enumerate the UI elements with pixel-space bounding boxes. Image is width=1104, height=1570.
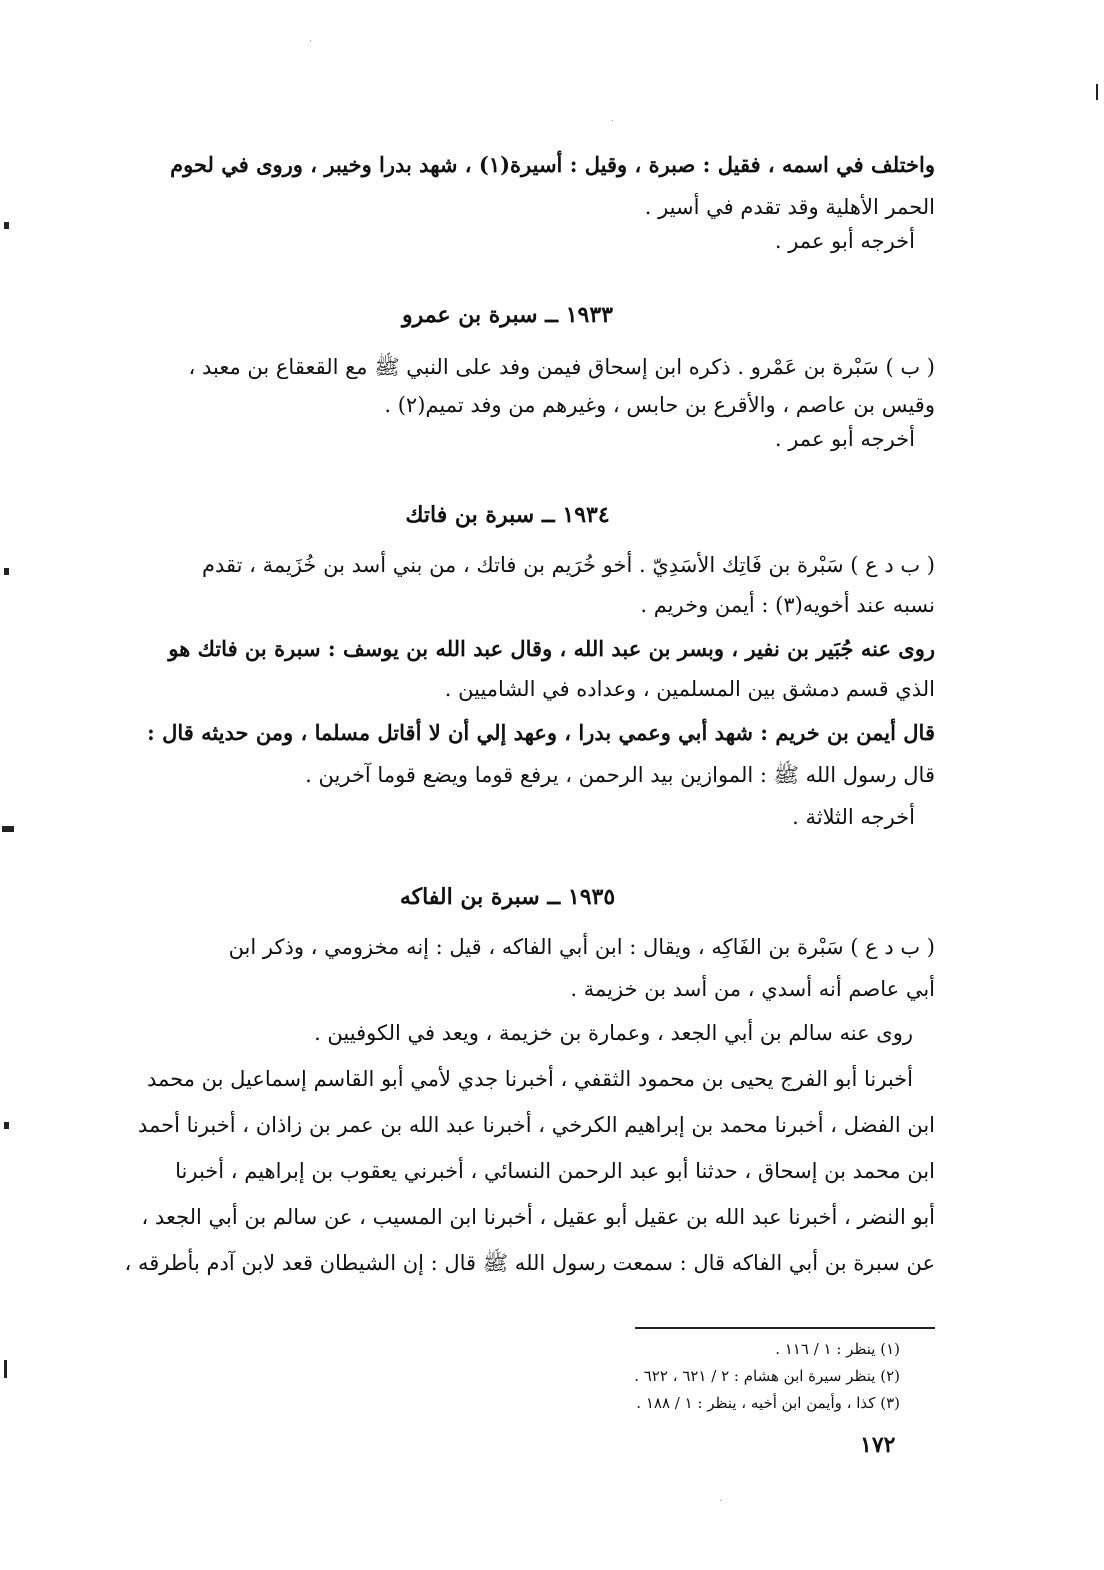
- footnote-divider: [635, 1327, 935, 1329]
- margin-mark: [4, 1360, 7, 1378]
- entry-line: نسبه عند أخويه(٣) : أيمن وخريم .: [640, 593, 935, 617]
- entry-line: قال أيمن بن خريم : شهد أبي وعمي بدرا ، وعهد إلي أن لا أقاتل مسلما ، ومن حديثه قال :: [147, 720, 935, 745]
- entry-1933-heading: ١٩٣٣ ــ سبرة بن عمرو: [401, 302, 613, 328]
- entry-line: روى عنه جُبَير بن نفير ، وبسر بن عبد الله ، وقال عبد الله بن يوسف : سبرة بن فاتك هو: [168, 636, 935, 661]
- entry-line: أبو النضر ، أخبرنا عبد الله بن عقيل أبو عقيل ، أخبرنا ابن المسيب ، عن سالم بن أبي الجعد ،: [141, 1205, 935, 1229]
- intro-line: الحمر الأهلية وقد تقدم في أسير .: [644, 195, 935, 219]
- scan-speck: [310, 40, 311, 41]
- entry-line: ابن محمد بن إسحاق ، حدثنا أبو عبد الرحمن النسائي ، أخبرني يعقوب بن إبراهيم ، أخبرنا: [175, 1159, 935, 1183]
- entry-line: وقيس بن عاصم ، والأقرع بن حابس ، وغيرهم من وفد تميم(٢) .: [384, 393, 935, 417]
- margin-mark: [4, 568, 9, 575]
- entry-line: أبي عاصم أنه أسدي ، من أسد بن خزيمة .: [570, 977, 935, 1001]
- intro-line: أخرجه أبو عمر .: [774, 229, 915, 253]
- entry-line: ( ب د ع ) سَبْرة بن الفَاكِه ، ويقال : ابن أبي الفاكه ، قيل : إنه مخزومي ، وذكر ابن: [228, 935, 935, 959]
- margin-mark: [1096, 84, 1098, 100]
- page-number: ١٧٢: [860, 1432, 896, 1458]
- intro-line: واختلف في اسمه ، فقيل : صبرة ، وقيل : أسيرة(١) ، شهد بدرا وخيبر ، وروى في لحوم: [170, 152, 935, 177]
- entry-line: ابن الفضل ، أخبرنا محمد بن إبراهيم الكرخي ، أخبرنا عبد الله بن عمر بن زاذان ، أخبرنا أحمد: [137, 1113, 935, 1137]
- margin-mark: [4, 222, 9, 229]
- entry-1935-body: [80, 930, 935, 1280]
- entry-line: ( ب ) سَبْرة بن عَمْرو . ذكره ابن إسحاق فيمن وفد على النبي ﷺ مع القعقاع بن معبد ،: [188, 355, 935, 379]
- entry-line: أخرجه أبو عمر .: [774, 427, 915, 451]
- footnote: (٢) ينظر سيرة ابن هشام : ٢ / ٦٢١ ، ٦٢٢ .: [634, 1367, 900, 1385]
- margin-mark: [2, 826, 14, 832]
- footnote: (٣) كذا ، وأيمن ابن أخيه ، ينظر : ١ / ١٨٨ .: [636, 1394, 900, 1412]
- entry-1934-heading: ١٩٣٤ ــ سبرة بن فاتك: [405, 502, 610, 528]
- entry-line: أخبرنا أبو الفرج يحيى بن محمود الثقفي ، أخبرنا جدي لأمي أبو القاسم إسماعيل بن محمد: [147, 1067, 913, 1091]
- scan-speck: [720, 1500, 721, 1501]
- margin-mark: [4, 1122, 9, 1129]
- intro-paragraph: [80, 148, 935, 258]
- entry-line: ( ب د ع ) سَبْرة بن فَاتِك الأسَدِيّ . أخو خُرَيم بن فاتك ، من بني أسد بن خُزَيمة ، تقدم: [201, 553, 935, 577]
- scan-speck: [612, 120, 613, 121]
- entry-line: روى عنه سالم بن أبي الجعد ، وعمارة بن خزيمة ، ويعد في الكوفيين .: [314, 1021, 913, 1045]
- entry-line: أخرجه الثلاثة .: [792, 805, 915, 829]
- entry-1935-heading: ١٩٣٥ ــ سبرة بن الفاكه: [399, 884, 616, 910]
- footnote: (١) ينظر : ١ / ١١٦ .: [775, 1340, 900, 1358]
- entry-line: قال رسول الله ﷺ : الموازين بيد الرحمن ، يرفع قوما ويضع قوما آخرين .: [305, 763, 935, 787]
- entry-1933-body: [80, 350, 935, 456]
- entry-line: عن سبرة بن أبي الفاكه قال : سمعت رسول الله ﷺ قال : إن الشيطان قعد لابن آدم بأطرقه ،: [124, 1251, 935, 1275]
- footnotes: [480, 1336, 900, 1417]
- entry-1934-body: [80, 548, 935, 834]
- entry-line: الذي قسم دمشق بين المسلمين ، وعداده في الشاميين .: [444, 677, 935, 701]
